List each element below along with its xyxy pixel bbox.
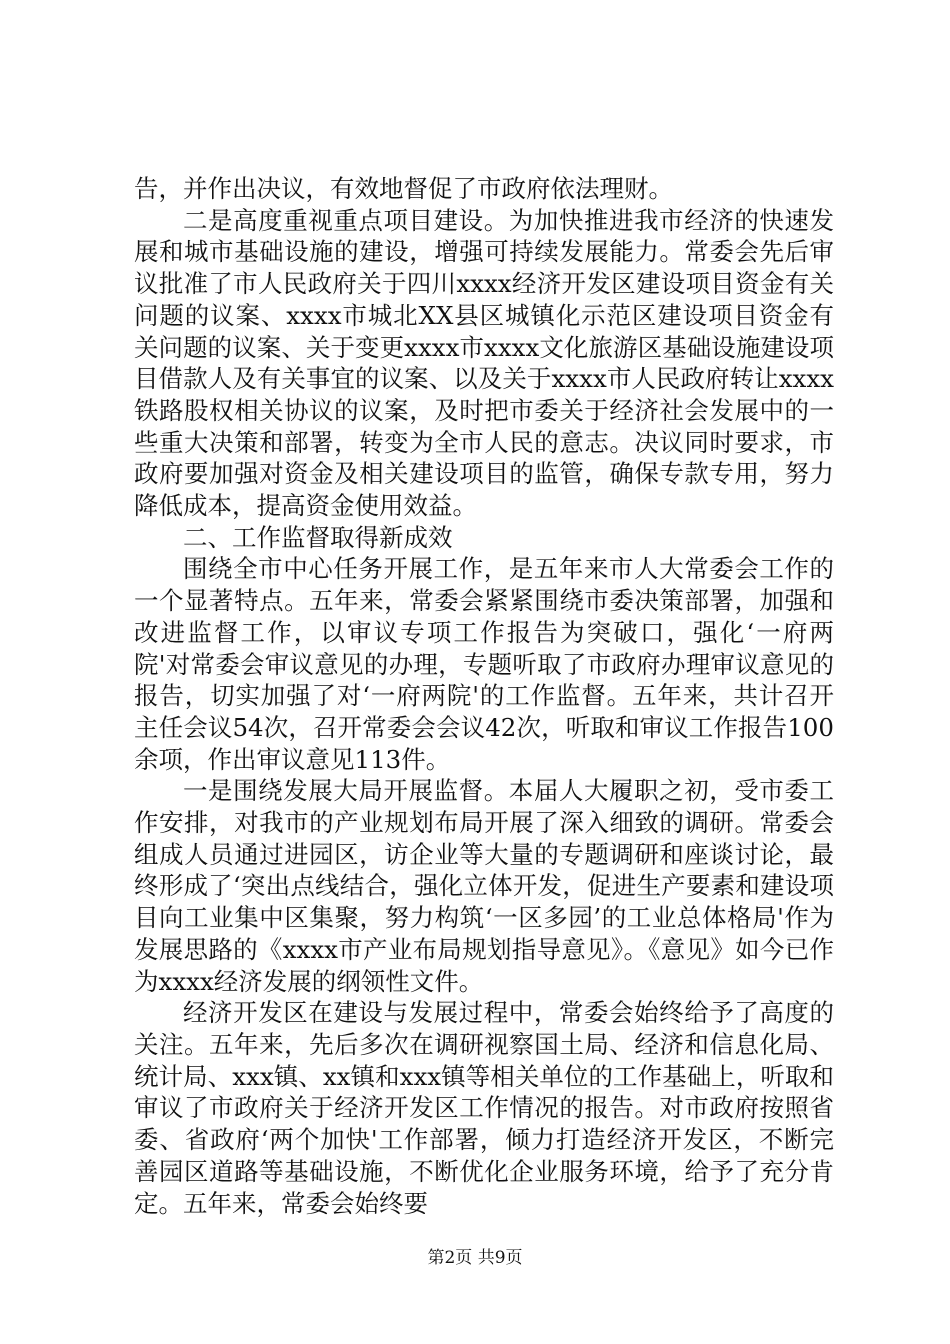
paragraph-3: 围绕全市中心任务开展工作，是五年来市人大常委会工作的一个显著特点。五年来，常委会紧紧围绕市委决策部署，加强和改进监督工作，以审议专项工作报告为突破口，强化‘一府两院'对常委会审议意见的办理，专题听取了市政府办理审议意见的报告，切实加强了对‘一府两院'的工作监督。五年来，共计召开主任会议54次，召开常委会会议42次，听取和审议工作报告100余项，作出审议意见113件。 xyxy=(134,554,834,774)
document-body xyxy=(134,173,834,1219)
paragraph-4: 一是围绕发展大局开展监督。本届人大履职之初，受市委工作安排，对我市的产业规划布局开展了深入细致的调研。常委会组成人员通过进园区，访企业等大量的专题调研和座谈讨论，最终形成了‘突出点线结合，强化立体开发，促进生产要素和建设项目向工业集中区集聚，努力构筑‘一区多园’的工业总体格局'作为发展思路的《xxxx市产业布局规划指导意见》。《意见》如今已作为xxxx经济发展的纲领性文件。 xyxy=(134,776,835,996)
paragraph-2: 二是高度重视重点项目建设。为加快推进我市经济的快速发展和城市基础设施的建设，增强可持续发展能力。常委会先后审议批准了市人民政府关于四川xxxx经济开发区建设项目资金有关问题的议案、xxxx市城北XX县区城镇化示范区建设项目资金有关问题的议案、关于变更xxxx市xxxx文化旅游区基础设施建设项目借款人及有关事宜的议案、以及关于xxxx市人民政府转让xxxx铁路股权相关协议的议案，及时把市委关于经济社会发展中的一些重大决策和部署，转变为全市人民的意志。决议同时要求，市政府要加强对资金及相关建设项目的监管，确保专款专用，努力降低成本，提高资金使用效益。 xyxy=(134,205,834,521)
paragraph-5: 经济开发区在建设与发展过程中，常委会始终给予了高度的关注。五年来，先后多次在调研视察国土局、经济和信息化局、统计局、xxx镇、xx镇和xxx镇等相关单位的工作基础上，听取和审议了市政府关于经济开发区工作情况的报告。对市政府按照省委、省政府‘两个加快'工作部署，倾力打造经济开发区，不断完善园区道路等基础设施，不断优化企业服务环境，给予了充分肯定。五年来，常委会始终要 xyxy=(134,998,834,1218)
paragraph-1: 告，并作出决议，有效地督促了市政府依法理财。 xyxy=(134,174,673,203)
page-number-footer: 第2页 共9页 xyxy=(427,1248,523,1268)
section-heading: 二、工作监督取得新成效 xyxy=(183,522,453,552)
